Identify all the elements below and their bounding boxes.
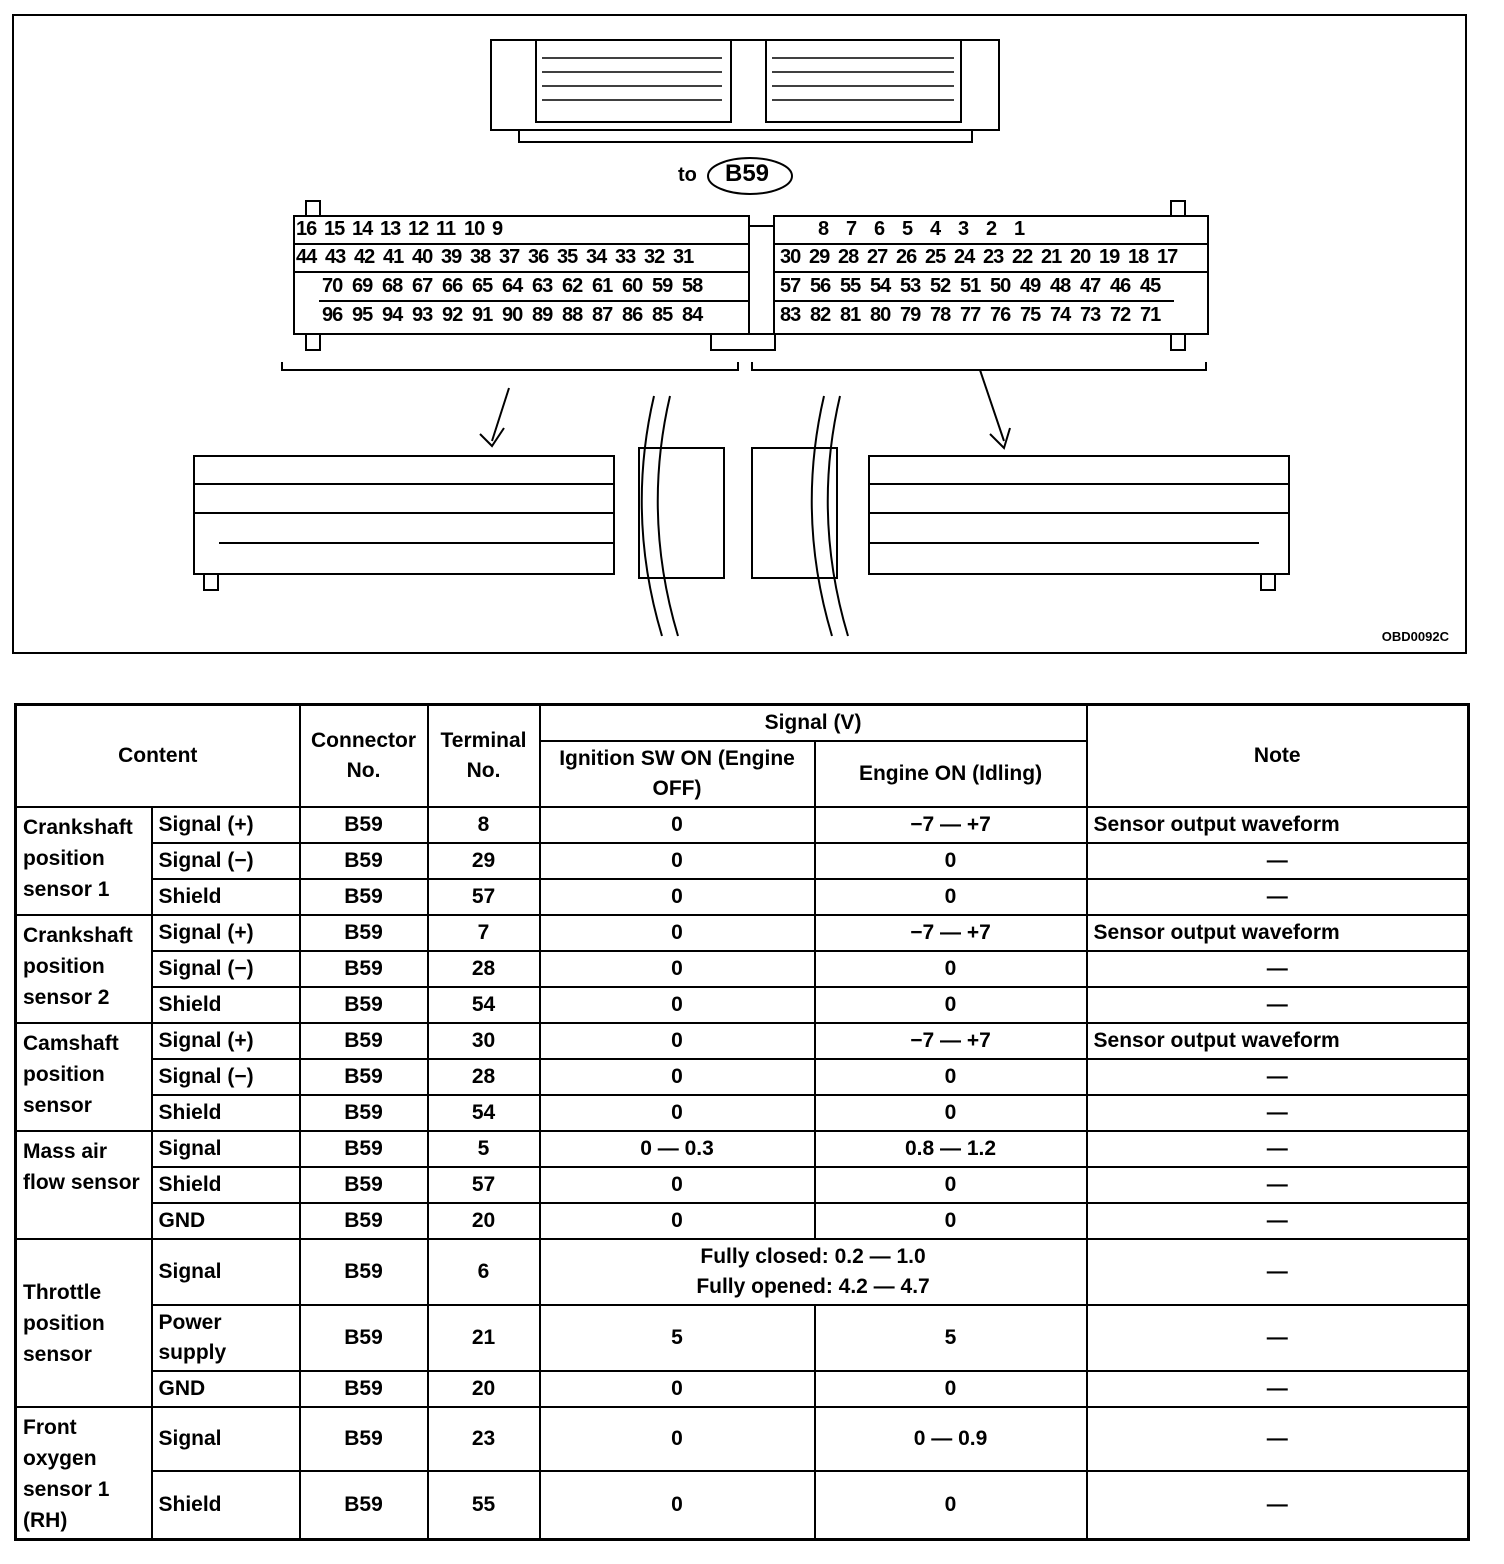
sensor-group-label: Camshaft position sensor: [16, 1023, 152, 1131]
engine-value: −7 — +7: [815, 807, 1087, 843]
signal-item: Power supply: [152, 1305, 300, 1371]
pin-number: 81: [840, 304, 861, 326]
note-value: —: [1087, 1203, 1469, 1239]
engine-value: 0: [815, 1059, 1087, 1095]
pin-number: 45: [1140, 275, 1161, 297]
ignition-value: 0: [540, 879, 815, 915]
engine-value: −7 — +7: [815, 915, 1087, 951]
pin-number: 96: [322, 304, 343, 326]
pin-number: 91: [472, 304, 493, 326]
engine-value: 0: [815, 1203, 1087, 1239]
pin-number: 77: [960, 304, 981, 326]
signal-item: Shield: [152, 987, 300, 1023]
pin-number: 6: [874, 218, 885, 240]
pin-number: 13: [380, 218, 401, 240]
table-row: [16, 1305, 1469, 1371]
pin-number: 52: [930, 275, 951, 297]
pin-number: 89: [532, 304, 553, 326]
connector-diagram: [12, 14, 1467, 654]
pin-number: 12: [408, 218, 429, 240]
pin-number: 65: [472, 275, 493, 297]
pin-number: 46: [1110, 275, 1131, 297]
pin-number: 44: [296, 246, 317, 268]
note-value: —: [1087, 1167, 1469, 1203]
sensor-group-label: Front oxygen sensor 1 (RH): [16, 1407, 152, 1540]
pin-number: 27: [867, 246, 888, 268]
connector-no: B59: [300, 807, 428, 843]
header-note: Note: [1087, 705, 1469, 808]
engine-value: 0: [815, 843, 1087, 879]
table-row: [16, 1239, 1469, 1305]
pin-number: 56: [810, 275, 831, 297]
connector-no: B59: [300, 1167, 428, 1203]
pin-number: 79: [900, 304, 921, 326]
ignition-value: 0: [540, 1059, 815, 1095]
ignition-value: 0: [540, 1371, 815, 1407]
engine-value: 0.8 — 1.2: [815, 1131, 1087, 1167]
terminal-no: 54: [428, 987, 540, 1023]
pin-number: 73: [1080, 304, 1101, 326]
engine-value: 0: [815, 951, 1087, 987]
ignition-value: 0: [540, 1167, 815, 1203]
pin-number: 7: [846, 218, 857, 240]
sensor-group-label: Mass air flow sensor: [16, 1131, 152, 1239]
pin-number: 59: [652, 275, 673, 297]
pin-number: 61: [592, 275, 613, 297]
pin-number: 19: [1099, 246, 1120, 268]
note-value: —: [1087, 987, 1469, 1023]
signal-item: Signal (+): [152, 915, 300, 951]
sensor-group-label: Crankshaft position sensor 2: [16, 915, 152, 1023]
pin-number: 92: [442, 304, 463, 326]
bottom-left-connector: [194, 456, 614, 574]
note-value: —: [1087, 1305, 1469, 1371]
sensor-group-label: Crankshaft position sensor 1: [16, 807, 152, 915]
table-row: [16, 1471, 1469, 1539]
signal-item: Signal (−): [152, 951, 300, 987]
terminal-no: 28: [428, 1059, 540, 1095]
ignition-value: 0: [540, 1407, 815, 1471]
pin-number: 22: [1012, 246, 1033, 268]
terminal-no: 30: [428, 1023, 540, 1059]
pin-number: 72: [1110, 304, 1131, 326]
header-content: Content: [16, 705, 300, 808]
signal-item: Signal (−): [152, 843, 300, 879]
ignition-value: 0: [540, 807, 815, 843]
header-ignition: Ignition SW ON (Engine OFF): [540, 741, 815, 807]
pin-number: 80: [870, 304, 891, 326]
terminal-no: 6: [428, 1239, 540, 1305]
pin-number: 74: [1050, 304, 1071, 326]
pin-number: 75: [1020, 304, 1041, 326]
pin-number: 90: [502, 304, 523, 326]
fully-opened-value: Fully opened: 4.2 — 4.7: [696, 1275, 930, 1298]
note-value: —: [1087, 1095, 1469, 1131]
connector-id-label: B59: [725, 160, 770, 187]
signal-item: Shield: [152, 879, 300, 915]
ignition-value: 0: [540, 843, 815, 879]
table-row: [16, 879, 1469, 915]
pin-number: 47: [1080, 275, 1101, 297]
ignition-value: 5: [540, 1305, 815, 1371]
pin-number: 33: [615, 246, 636, 268]
ignition-value: 0 — 0.3: [540, 1131, 815, 1167]
table-row: [16, 1059, 1469, 1095]
pin-number: 36: [528, 246, 549, 268]
pin-number: 55: [840, 275, 861, 297]
pin-number: 95: [352, 304, 373, 326]
fully-closed-value: Fully closed: 0.2 — 1.0: [700, 1245, 926, 1268]
pin-number: 1: [1014, 218, 1025, 240]
header-connector: Connector No.: [300, 705, 428, 808]
signal-table-body: [16, 807, 1469, 1540]
table-row: [16, 1131, 1469, 1167]
pin-number: 10: [464, 218, 485, 240]
engine-value: 0: [815, 987, 1087, 1023]
connector-no: B59: [300, 1239, 428, 1305]
table-row: [16, 1371, 1469, 1407]
connector-no: B59: [300, 1059, 428, 1095]
engine-value: 0: [815, 1095, 1087, 1131]
header-terminal: Terminal No.: [428, 705, 540, 808]
terminal-no: 29: [428, 843, 540, 879]
table-row: [16, 807, 1469, 843]
pin-number: 31: [673, 246, 694, 268]
ignition-value: 0: [540, 987, 815, 1023]
note-value: —: [1087, 951, 1469, 987]
pin-number: 83: [780, 304, 801, 326]
pin-number: 16: [296, 218, 317, 240]
pin-number: 18: [1128, 246, 1149, 268]
note-value: Sensor output waveform: [1087, 915, 1469, 951]
connector-no: B59: [300, 1203, 428, 1239]
pin-number: 24: [954, 246, 975, 268]
pin-number: 51: [960, 275, 981, 297]
signal-item: Shield: [152, 1471, 300, 1539]
ignition-value: 0: [540, 1203, 815, 1239]
note-value: —: [1087, 879, 1469, 915]
note-value: —: [1087, 1371, 1469, 1407]
connector-no: B59: [300, 1305, 428, 1371]
note-value: —: [1087, 1471, 1469, 1539]
connector-no: B59: [300, 1407, 428, 1471]
ignition-value: 0: [540, 1471, 815, 1539]
connector-no: B59: [300, 951, 428, 987]
pin-number: 93: [412, 304, 433, 326]
terminal-no: 8: [428, 807, 540, 843]
connector-no: B59: [300, 879, 428, 915]
terminal-no: 57: [428, 1167, 540, 1203]
terminal-no: 7: [428, 915, 540, 951]
engine-value: −7 — +7: [815, 1023, 1087, 1059]
table-row: [16, 1167, 1469, 1203]
pin-number: 54: [870, 275, 891, 297]
terminal-no: 55: [428, 1471, 540, 1539]
pin-number: 70: [322, 275, 343, 297]
pin-number: 4: [930, 218, 941, 240]
engine-value: 0: [815, 879, 1087, 915]
table-row: [16, 987, 1469, 1023]
pin-number: 20: [1070, 246, 1091, 268]
pin-number: 69: [352, 275, 373, 297]
engine-value: 0: [815, 1471, 1087, 1539]
signal-item: Signal (+): [152, 1023, 300, 1059]
pin-number: 63: [532, 275, 553, 297]
bottom-right-connector: [869, 456, 1289, 574]
connector-no: B59: [300, 843, 428, 879]
pin-number: 48: [1050, 275, 1071, 297]
engine-value: 5: [815, 1305, 1087, 1371]
note-value: Sensor output waveform: [1087, 1023, 1469, 1059]
figure-code: OBD0092C: [1381, 629, 1449, 644]
connector-no: B59: [300, 1023, 428, 1059]
note-value: —: [1087, 843, 1469, 879]
signal-item: Signal (+): [152, 807, 300, 843]
ignition-value: 0: [540, 951, 815, 987]
pin-number: 5: [902, 218, 913, 240]
pin-number: 39: [441, 246, 462, 268]
to-label: to: [678, 164, 697, 186]
engine-value: 0 — 0.9: [815, 1407, 1087, 1471]
table-row: [16, 843, 1469, 879]
pin-number: 62: [562, 275, 583, 297]
signal-item: Signal: [152, 1407, 300, 1471]
terminal-no: 28: [428, 951, 540, 987]
pin-number: 64: [502, 275, 523, 297]
pin-number: 85: [652, 304, 673, 326]
pin-number: 26: [896, 246, 917, 268]
terminal-no: 21: [428, 1305, 540, 1371]
terminal-no: 20: [428, 1203, 540, 1239]
pin-number: 11: [436, 218, 456, 240]
ecm-connector-body: [491, 40, 999, 130]
table-row: [16, 1203, 1469, 1239]
terminal-no: 20: [428, 1371, 540, 1407]
pin-number: 14: [352, 218, 373, 240]
terminal-no: 5: [428, 1131, 540, 1167]
signal-item: Shield: [152, 1095, 300, 1131]
ignition-value: 0: [540, 1023, 815, 1059]
table-row: [16, 1095, 1469, 1131]
pin-number: 49: [1020, 275, 1041, 297]
pin-number: 32: [644, 246, 665, 268]
signal-table-container: [14, 703, 1467, 1541]
engine-value: 0: [815, 1371, 1087, 1407]
pin-number: 78: [930, 304, 951, 326]
note-value: —: [1087, 1131, 1469, 1167]
note-value: —: [1087, 1407, 1469, 1471]
signal-item: GND: [152, 1371, 300, 1407]
pin-number: 15: [324, 218, 345, 240]
pin-number: 40: [412, 246, 433, 268]
pin-number: 28: [838, 246, 859, 268]
connector-no: B59: [300, 1095, 428, 1131]
pin-number: 67: [412, 275, 433, 297]
connector-no: B59: [300, 1471, 428, 1539]
note-value: Sensor output waveform: [1087, 807, 1469, 843]
pin-number: 94: [382, 304, 403, 326]
connector-no: B59: [300, 915, 428, 951]
signal-item: Signal: [152, 1239, 300, 1305]
ignition-value: 0: [540, 1095, 815, 1131]
pin-number: 88: [562, 304, 583, 326]
engine-value: 0: [815, 1167, 1087, 1203]
pin-number: 58: [682, 275, 703, 297]
terminal-no: 54: [428, 1095, 540, 1131]
table-row: [16, 915, 1469, 951]
pin-number: 25: [925, 246, 946, 268]
pin-number: 68: [382, 275, 403, 297]
signal-item: Shield: [152, 1167, 300, 1203]
pin-number: 87: [592, 304, 613, 326]
pin-number: 3: [958, 218, 969, 240]
pin-number: 60: [622, 275, 643, 297]
note-value: —: [1087, 1239, 1469, 1305]
table-row: [16, 1023, 1469, 1059]
pin-number: 76: [990, 304, 1011, 326]
pin-number: 42: [354, 246, 375, 268]
pin-number: 23: [983, 246, 1004, 268]
table-row: [16, 951, 1469, 987]
ignition-value: 0: [540, 915, 815, 951]
note-value: —: [1087, 1059, 1469, 1095]
connector-drawing: [14, 16, 1465, 652]
pin-number: 50: [990, 275, 1011, 297]
pin-number: 41: [383, 246, 404, 268]
merged-signal-value: [540, 1239, 1087, 1305]
pin-number: 30: [780, 246, 801, 268]
pin-number: 37: [499, 246, 520, 268]
connector-no: B59: [300, 987, 428, 1023]
pin-number: 86: [622, 304, 643, 326]
pin-number: 66: [442, 275, 463, 297]
table-row: [16, 1407, 1469, 1471]
pin-number: 17: [1157, 246, 1178, 268]
pin-number: 53: [900, 275, 921, 297]
signal-item: GND: [152, 1203, 300, 1239]
pin-number: 9: [492, 218, 503, 240]
pin-number: 38: [470, 246, 491, 268]
header-engine: Engine ON (Idling): [815, 741, 1087, 807]
terminal-no: 23: [428, 1407, 540, 1471]
pin-number: 84: [682, 304, 703, 326]
header-signal: Signal (V): [540, 705, 1087, 742]
pin-number: 21: [1041, 246, 1062, 268]
pin-number: 82: [810, 304, 831, 326]
pin-number: 43: [325, 246, 346, 268]
signal-item: Signal: [152, 1131, 300, 1167]
pin-number: 71: [1140, 304, 1161, 326]
sensor-group-label: Throttle position sensor: [16, 1239, 152, 1407]
pin-number: 35: [557, 246, 578, 268]
pin-number: 29: [809, 246, 830, 268]
signal-item: Signal (−): [152, 1059, 300, 1095]
pin-number: 34: [586, 246, 607, 268]
pin-number: 57: [780, 275, 801, 297]
pin-number: 8: [818, 218, 829, 240]
pin-number: 2: [986, 218, 997, 240]
connector-no: B59: [300, 1371, 428, 1407]
terminal-no: 57: [428, 879, 540, 915]
connector-no: B59: [300, 1131, 428, 1167]
signal-table: [14, 703, 1470, 1541]
